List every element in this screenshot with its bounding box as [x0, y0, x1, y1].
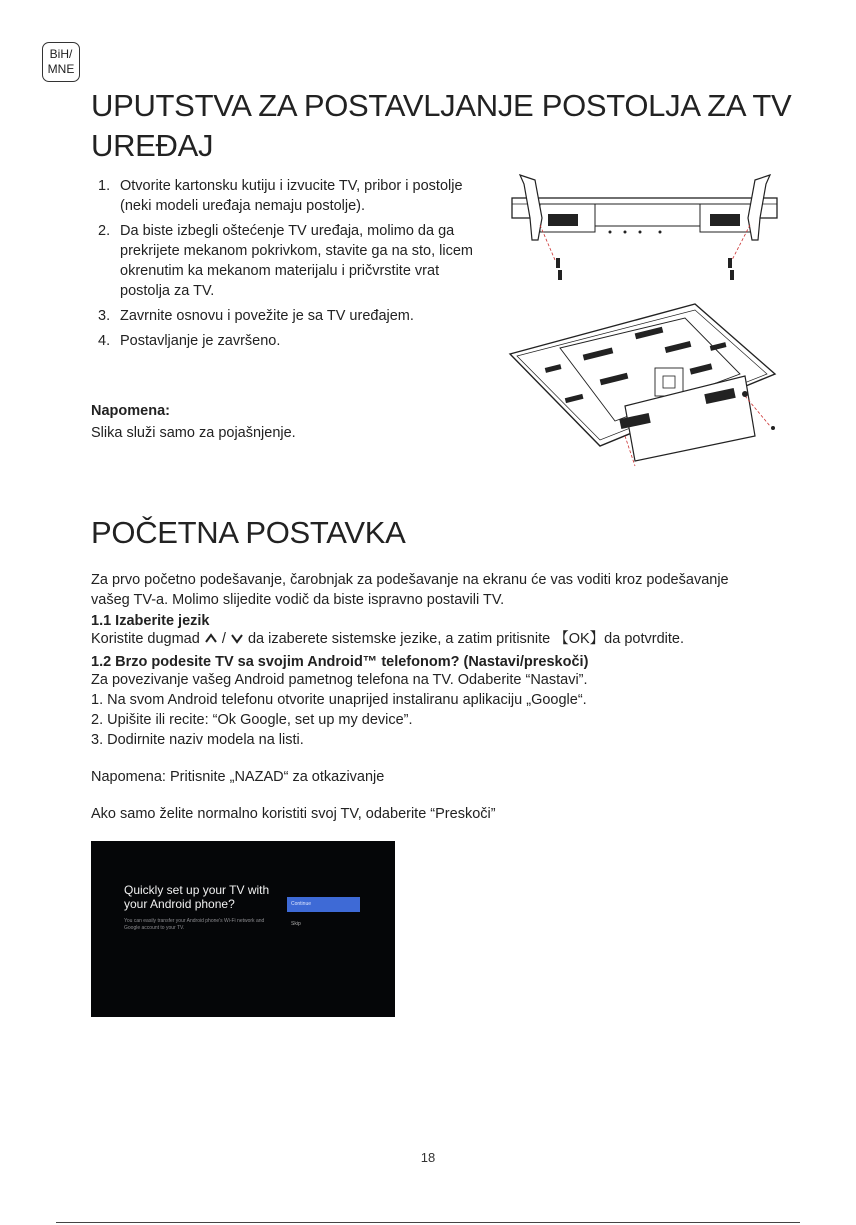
back-note: Napomena: Pritisnite „NAZAD“ za otkazivanje [91, 769, 385, 785]
tv-back-perspective-illustration [505, 296, 785, 476]
tv-screen-subtitle: You can easily transfer your Android phone's Wi-Fi network and Google account to your TV. [124, 918, 265, 931]
note-title: Napomena: [91, 403, 170, 419]
badge-line-1: BiH/ [49, 47, 73, 61]
skip-text: Ako samo želite normalno koristiti svoj TV, odaberite “Preskoči” [91, 806, 496, 822]
tv-setup-screenshot [91, 841, 395, 1017]
step-item: 4. Postavljanje je završeno. [98, 333, 281, 349]
step-item: 3. Zavrnite osnovu i povežite je sa TV uređajem. [98, 308, 414, 324]
chevron-up-icon [204, 632, 218, 644]
tv-screen-title: Quickly set up your TV with your Android phone? [124, 883, 270, 911]
footer-divider [56, 1222, 800, 1223]
title-line-2: UREĐAJ [91, 128, 214, 163]
subsection-android-text: Za povezivanje vašeg Android pametnog telefona na TV. Odaberite “Nastavi”. 1. Na svom Android telefonu otvorite unaprijed instaliranu aplikaciju „Google“. 2. Upišite ili recite: “Ok Google, set up my device”. 3. Dodirnite naziv modela na listi. [91, 672, 588, 748]
language-badge [42, 42, 80, 82]
page-number: 18 [420, 1150, 436, 1165]
subsection-android-title: 1.2 Brzo podesite TV sa svojim Android™ telefonom? (Nastavi/preskoči) [91, 654, 589, 670]
chevron-down-icon [230, 632, 244, 644]
installation-steps [90, 176, 475, 356]
continue-option[interactable]: Continue [287, 897, 360, 912]
intro-paragraph: Za prvo početno podešavanje, čarobnjak za podešavanje na ekranu će vas voditi kroz podešavanje vašeg TV-a. Molimo slijedite vodič da biste ispravno postavili TV. [91, 572, 729, 608]
tv-stand-top-illustration [500, 170, 790, 290]
step-item: 1. Otvorite kartonsku kutiju i izvucite TV, pribor i postolje (neki modeli uređaja nemaju postolje). [98, 178, 463, 214]
badge-line-2: MNE [47, 62, 75, 76]
ok-key-label: 【OK】 [554, 631, 605, 647]
step-item: 2. Da biste izbegli oštećenje TV uređaja, molimo da ga prekrijete mekanom pokrivkom, stavite ga na sto, licem okrenutim ka mekanom materijalu i pričvrstite vrat postolja za TV. [98, 223, 473, 299]
subsection-language-title: 1.1 Izaberite jezik [91, 613, 210, 629]
subsection-language-text: Koristite dugmad / da izaberete sistemske jezike, a zatim pritisnite 【OK】da potvrdite. [91, 631, 684, 647]
section-title-stand [91, 86, 791, 166]
skip-option[interactable]: Skip [291, 921, 301, 927]
note-text: Slika služi samo za pojašnjenje. [91, 425, 296, 441]
section-title-initial-setup: POČETNA POSTAVKA [91, 515, 406, 550]
title-line-1: UPUTSTVA ZA POSTAVLJANJE POSTOLJA ZA TV [91, 88, 792, 123]
